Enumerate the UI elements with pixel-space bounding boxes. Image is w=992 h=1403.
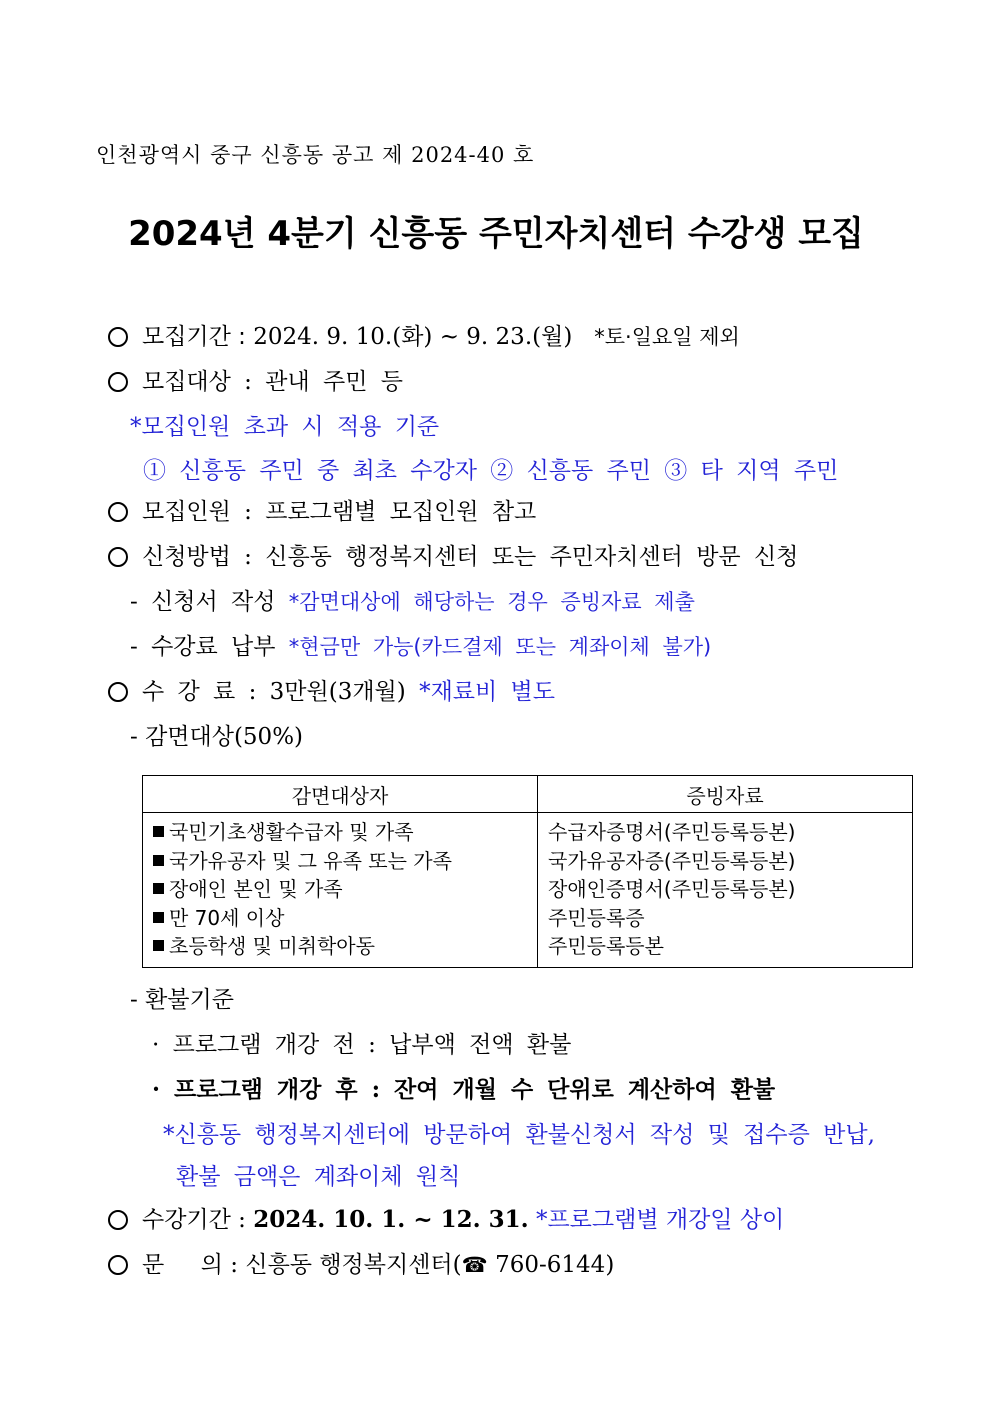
circle-bullet-icon (108, 372, 128, 392)
circle-bullet-icon (108, 327, 128, 347)
square-bullet-icon (153, 883, 164, 894)
phone-icon: ☎ (461, 1253, 488, 1277)
square-bullet-icon (153, 912, 164, 923)
table-header-row (143, 776, 913, 813)
inquiry-value: 신흥동 행정복지센터( (245, 1252, 462, 1278)
target-text: 국가유공자 및 그 유족 또는 가족 (169, 848, 452, 873)
target-text: 장애인 본인 및 가족 (169, 877, 343, 901)
circle-bullet-icon (108, 547, 128, 567)
circle-bullet-icon (108, 1210, 128, 1230)
list-item (153, 847, 537, 876)
period-label: 모집기간 : (142, 324, 254, 350)
capacity-label: 모집인원 : (142, 499, 266, 525)
course-period-label: 수강기간 : (142, 1207, 254, 1233)
period-note: *토·일요일 제외 (594, 325, 740, 349)
list-item (153, 818, 537, 847)
course-period-note: *프로그램별 개강일 상이 (535, 1207, 785, 1233)
table-header-target: 감면대상자 (143, 776, 538, 813)
target-label: 모집대상 : (142, 369, 266, 395)
target-priority: ① 신흥동 주민 중 최초 수강자 ② 신흥동 주민 ③ 타 지역 주민 (143, 458, 839, 484)
target-value: 관내 주민 등 (265, 369, 403, 395)
table-row (143, 813, 913, 968)
target-text: 초등학생 및 미취학아동 (169, 934, 375, 958)
document-title: 2024년 4분기 신흥동 주민자치센터 수강생 모집 (128, 214, 864, 254)
notice-number: 인천광역시 중구 신흥동 공고 제 2024-40 호 (96, 143, 535, 167)
evidence-text: 수급자증명서(주민등록등본) (548, 820, 796, 844)
step2-note: *현금만 가능(카드결제 또는 계좌이체 불가) (288, 635, 712, 659)
refund-note-line2: 환불 금액은 계좌이체 원칙 (176, 1164, 461, 1190)
inquiry-label: 문 의 : (142, 1252, 246, 1278)
square-bullet-icon (153, 826, 164, 837)
item-recruit-target (108, 367, 403, 397)
refund-before: · 프로그램 개강 전 : 납부액 전액 환불 (152, 1032, 572, 1058)
target-text: 국민기초생활수급자 및 가족 (169, 820, 414, 844)
target-excess-note: *모집인원 초과 시 적용 기준 (130, 414, 440, 440)
square-bullet-icon (153, 940, 164, 951)
circle-bullet-icon (108, 682, 128, 702)
refund-after: · 프로그램 개강 후 : 잔여 개월 수 단위로 계산하여 환불 (152, 1076, 776, 1103)
list-item (153, 932, 537, 961)
step1-label: - 신청서 작성 (130, 589, 276, 615)
reduction-heading: - 감면대상(50%) (130, 724, 304, 750)
evidence-text: 장애인증명서(주민등록등본) (548, 877, 796, 901)
table-cell-targets (143, 813, 538, 968)
course-period-value: 2024. 10. 1. ~ 12. 31. (253, 1206, 529, 1233)
refund-note-line1: *신흥동 행정복지센터에 방문하여 환불신청서 작성 및 접수증 반납, (163, 1122, 875, 1148)
item-fee (108, 677, 555, 707)
fee-value: 3만원(3개월) (269, 679, 406, 705)
step2-label: - 수강료 납부 (130, 634, 276, 660)
item-inquiry (108, 1250, 614, 1280)
evidence-text: 국가유공자증(주민등록등본) (548, 848, 796, 873)
capacity-value: 프로그램별 모집인원 참고 (265, 499, 537, 525)
item-recruit-period (108, 322, 740, 352)
circle-bullet-icon (108, 1255, 128, 1275)
evidence-text: 주민등록등본 (548, 934, 664, 958)
method-label: 신청방법 : (142, 544, 266, 570)
reduction-table (142, 775, 913, 968)
table-header-evidence: 증빙자료 (538, 776, 913, 813)
step1-note: *감면대상에 해당하는 경우 증빙자료 제출 (288, 590, 695, 614)
fee-note: *재료비 별도 (419, 679, 555, 705)
period-value: 2024. 9. 10.(화) ~ 9. 23.(월) (253, 324, 573, 350)
evidence-text: 주민등록증 (548, 905, 645, 930)
list-item (153, 904, 537, 933)
method-step-application (130, 587, 695, 617)
square-bullet-icon (153, 855, 164, 866)
item-recruit-capacity (108, 497, 536, 527)
item-course-period (108, 1205, 784, 1235)
method-step-payment (130, 632, 711, 662)
inquiry-phone: 760-6144) (487, 1252, 615, 1278)
target-text: 만 70세 이상 (169, 905, 285, 930)
list-item (153, 875, 537, 904)
fee-label: 수 강 료 : (142, 679, 270, 705)
refund-heading: - 환불기준 (130, 987, 234, 1013)
item-apply-method (108, 542, 798, 572)
method-value: 신흥동 행정복지센터 또는 주민자치센터 방문 신청 (265, 544, 799, 570)
table-cell-evidence (538, 813, 913, 968)
circle-bullet-icon (108, 502, 128, 522)
